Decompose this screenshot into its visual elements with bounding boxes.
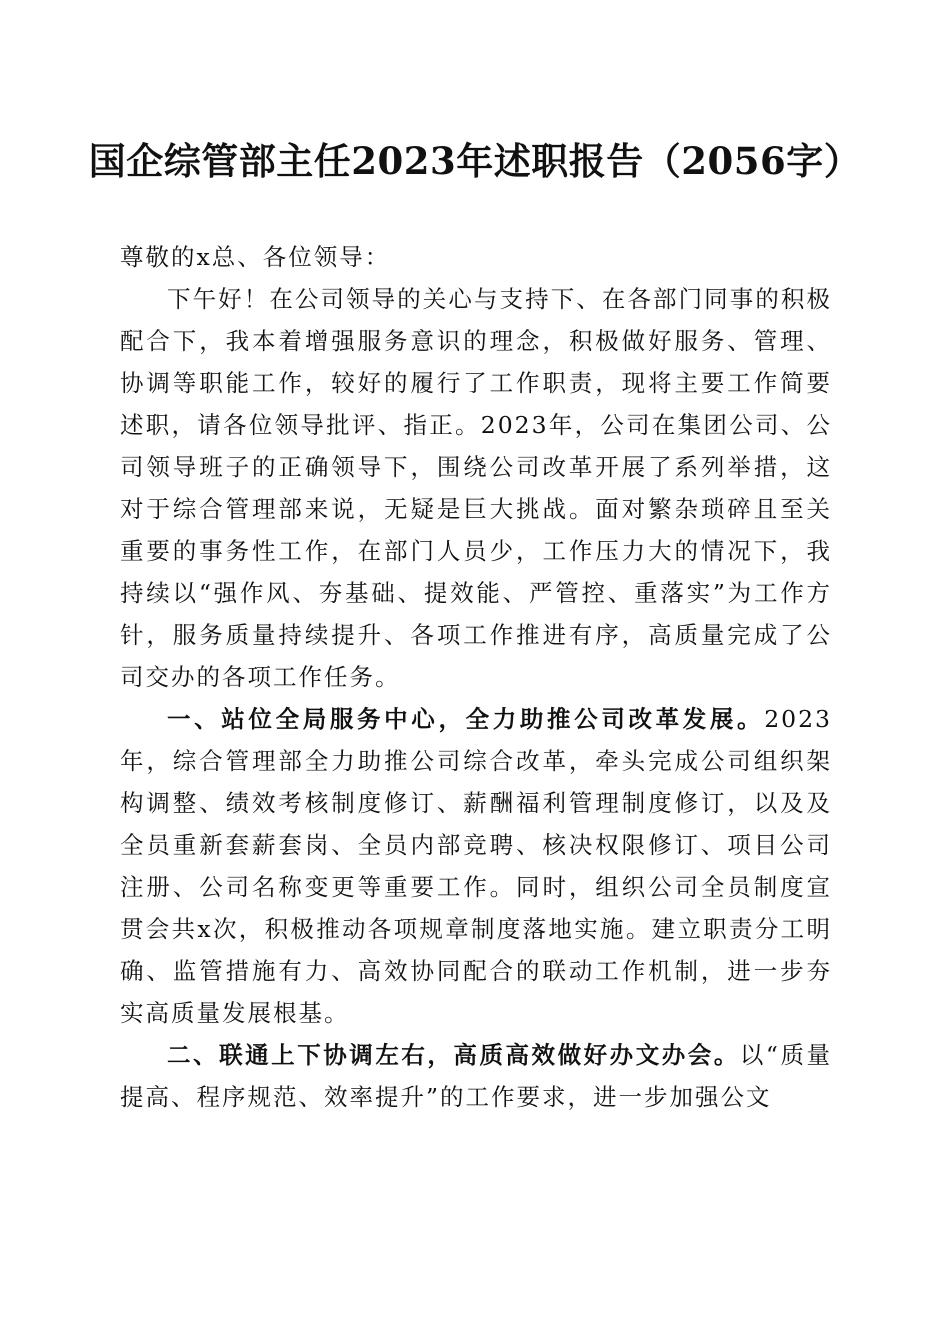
document-title: 国企综管部主任2023年述职报告（2056字） xyxy=(88,139,862,183)
section-two-text: 以“质量提高、程序规范、效率提升”的工作要求，进一步加强公文 xyxy=(120,1041,833,1111)
section-two-paragraph xyxy=(120,1034,832,1118)
section-one-paragraph xyxy=(120,698,832,1034)
intro-paragraph xyxy=(120,278,832,698)
document-body xyxy=(120,236,832,1118)
paragraph-text: 下午好！在公司领导的关心与支持下、在各部门同事的积极配合下，我本着增强服务意识的理念，积极做好服务、管理、协调等职能工作，较好的履行了工作职责，现将主要工作简要述职，请各位领导批评、指正。2023年，公司在集团公司、公司领导班子的正确领导下，围绕公司改革开展了系列举措，这对于综合管理部来说，无疑是巨大挑战。面对繁杂琐碎且至关重要的事务性工作，在部门人员少，工作压力大的情况下，我持续以“强作风、夯基础、提效能、严管控、重落实”为工作方针，服务质量持续提升、各项工作推进有序，高质量完成了公司交办的各项工作任务。 xyxy=(120,285,832,691)
section-one-text: 2023年，综合管理部全力助推公司综合改革，牵头完成公司组织架构调整、绩效考核制度修订、薪酬福利管理制度修订，以及及全员重新套薪套岗、全员内部竞聘、核决权限修订、项目公司注册、公司名称变更等重要工作。同时，组织公司全员制度宣贯会共x次，积极推动各项规章制度落地实施。建立职责分工明确、监管措施有力、高效协同配合的联动工作机制，进一步夯实高质量发展根基。 xyxy=(120,705,832,1027)
section-two-heading: 二、联通上下协调左右，高质高效做好办文办会。 xyxy=(167,1041,740,1069)
section-one-heading: 一、站位全局服务中心，全力助推公司改革发展。 xyxy=(167,705,765,733)
salutation: 尊敬的x总、各位领导： xyxy=(120,243,391,271)
